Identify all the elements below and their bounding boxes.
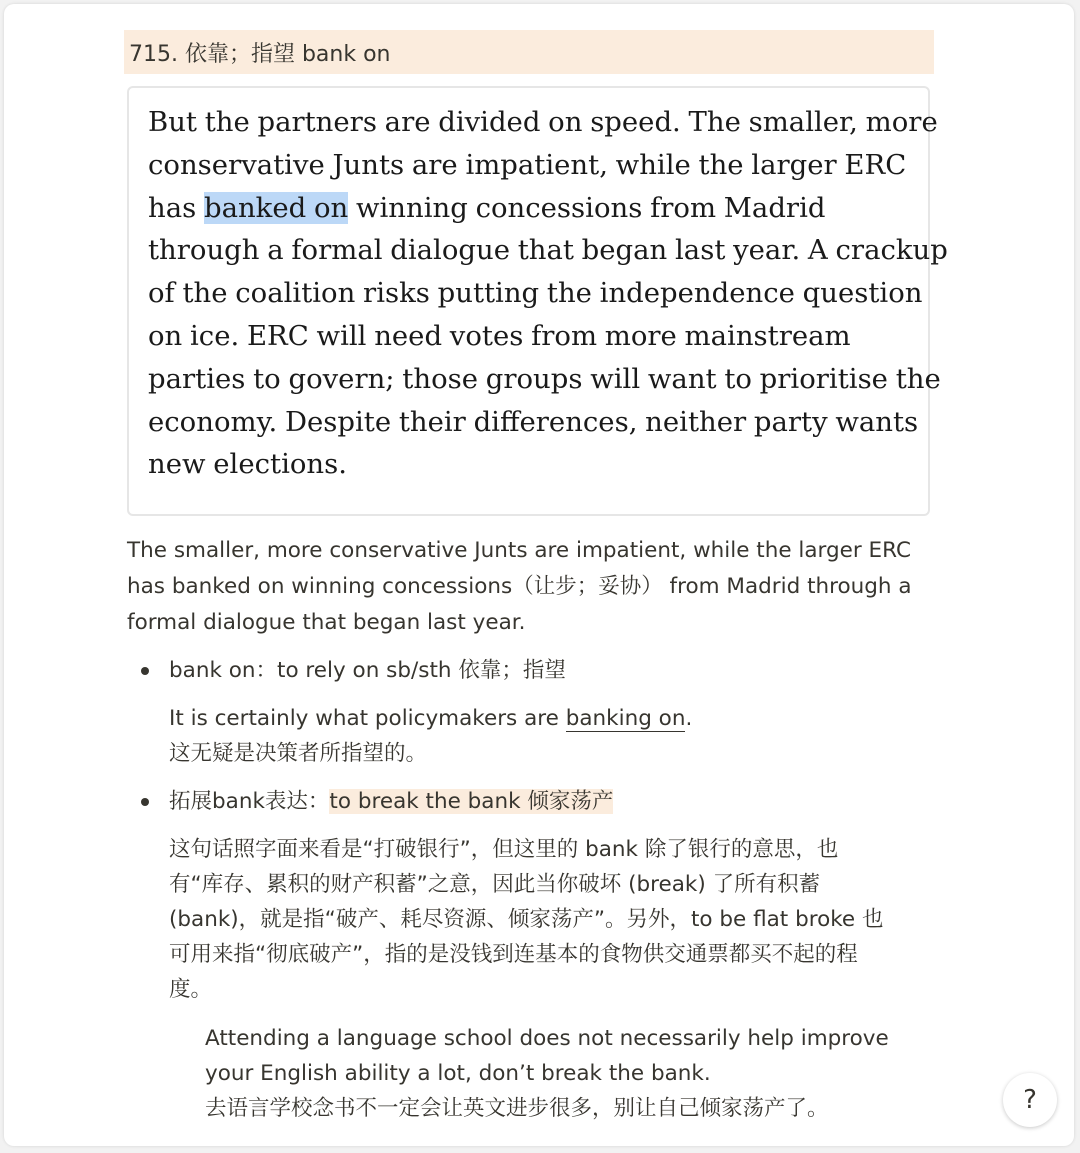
nested-example [169, 1021, 934, 1126]
example-text: . [685, 706, 693, 732]
bullet-dot-icon [141, 798, 149, 806]
description-line: 度。 [169, 977, 213, 1003]
nested-example-line: your English ability a lot, don’t break the bank. [205, 1061, 711, 1087]
description-paragraph [169, 832, 934, 1007]
help-button[interactable] [1003, 1073, 1057, 1127]
explanation-line: formal dialogue that began last year. [127, 610, 526, 636]
quote-line: through a formal dialogue that began last year. A crackup [148, 234, 948, 267]
bullet-item-break-the-bank [127, 784, 934, 1126]
quote-line: parties to govern; those groups will want to prioritise the [148, 362, 941, 395]
bullet-title-prefix: 拓展bank表达： [169, 789, 330, 815]
example-translation: 这无疑是决策者所指望的。 [169, 741, 428, 767]
explanation-line: has banked on winning concessions（让步；妥协） from Madrid through a [127, 574, 912, 600]
quote-line [148, 187, 908, 230]
example-text: It is certainly what policymakers are [169, 706, 566, 732]
explanation-paragraph [127, 533, 934, 641]
underlined-phrase: banking on [565, 706, 686, 732]
quote-line: economy. Despite their differences, neither party wants [148, 405, 919, 438]
quote-card [127, 86, 948, 516]
quote-text: winning concessions from Madrid [348, 191, 826, 224]
content-area [124, 30, 948, 1126]
bullet-title [169, 784, 934, 820]
description-line: (bank)，就是指“破产、耗尽资源、倾家荡产”。另外，to be flat broke 也 [169, 907, 884, 933]
entry-heading-text: 715. 依靠；指望 bank on [129, 41, 391, 67]
document-page [4, 4, 1074, 1146]
description-line: 这句话照字面来看是“打破银行”，但这里的 bank 除了银行的意思，也 [169, 837, 839, 863]
explanation-line: The smaller, more conservative Junts are impatient, while the larger ERC [127, 538, 912, 564]
quote-line: of the coalition risks putting the independence question [148, 277, 923, 310]
description-line: 有“库存、累积的财产积蓄”之意，因此当你破坏 (break) 了所有积蓄 [169, 872, 821, 898]
quote-line: But the partners are divided on speed. The smaller, more [148, 106, 938, 138]
quote-line: on ice. ERC will need votes from more mainstream [148, 319, 851, 352]
entry-heading [124, 30, 934, 74]
selected-phrase[interactable]: banked on [203, 191, 349, 224]
example-sentence [169, 701, 934, 736]
bullet-item-bank-on [127, 653, 934, 771]
help-question-icon: ? [1023, 1085, 1037, 1115]
quote-line: new elections. [148, 448, 347, 481]
nested-example-line: 去语言学校念书不一定会让英文进步很多，别让自己倾家荡产了。 [205, 1096, 829, 1122]
nested-example-line: Attending a language school does not necessarily help improve [205, 1026, 889, 1052]
bullet-title: bank on：to rely on sb/sth 依靠；指望 [169, 658, 566, 684]
highlighted-phrase: to break the bank 倾家荡产 [329, 789, 614, 815]
description-line: 可用来指“彻底破产”，指的是没钱到连基本的食物供交通票都买不起的程 [169, 942, 858, 968]
bullet-dot-icon [141, 667, 149, 675]
quote-text: has [148, 191, 204, 224]
quote-line: conservative Junts are impatient, while the larger ERC [148, 148, 907, 181]
